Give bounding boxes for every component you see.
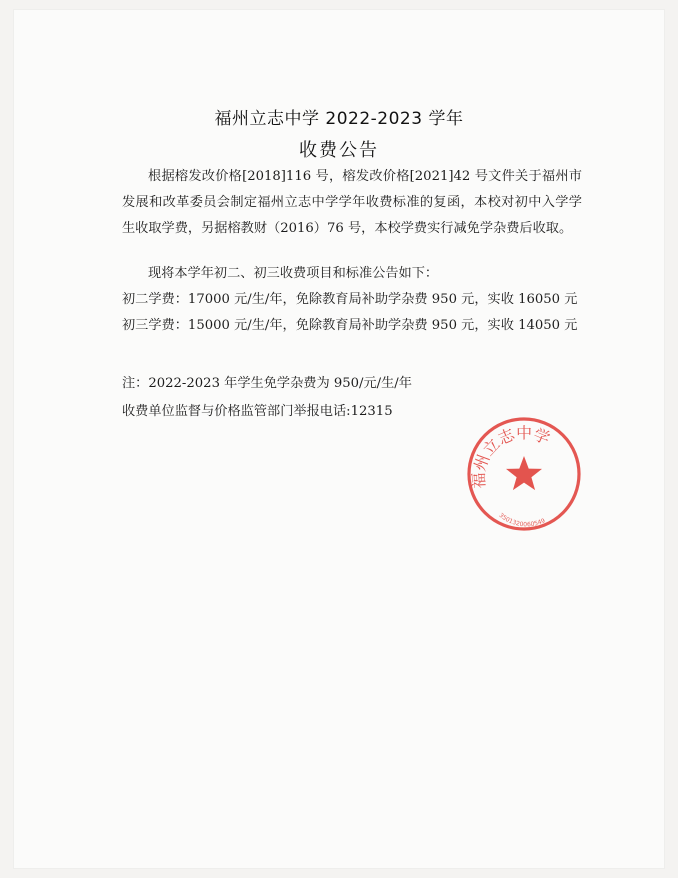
seal-name-text: 福州立志中学	[469, 423, 553, 489]
seal-star-icon	[506, 456, 542, 490]
document-title: 福州立志中学 2022-2023 学年	[214, 109, 464, 129]
seal-code-text: 3501320060549	[497, 511, 547, 529]
hotline-text: 收费单位监督与价格监管部门举报电话:12315	[122, 404, 393, 419]
fee-grade-two: 初二学费：17000 元/生/年，免除教育局补助学杂费 950 元，实收 16050 元	[122, 292, 578, 307]
svg-text:福州立志中学	[469, 423, 553, 488]
document-subtitle: 收费公告	[299, 140, 379, 161]
fee-note: 注：2022-2023 年学生免学杂费为 950/元/生/年	[122, 376, 412, 391]
fee-intro: 现将本学年初二、初三收费项目和标准公告如下：	[148, 266, 439, 281]
fee-grade-three: 初三学费：15000 元/生/年，免除教育局补助学杂费 950 元，实收 14050 元	[122, 318, 578, 333]
school-seal-stamp	[466, 416, 582, 532]
body-paragraph: 根据榕发改价格[2018]116 号，榕发改价格[2021]42 号文件关于福州市发展和改革委员会制定福州立志中学学年收费标准的复函，本校对初中入学学生收取学费，另据榕教财（2016）76 号，本校学费实行减免学杂费后收取。	[122, 169, 582, 236]
